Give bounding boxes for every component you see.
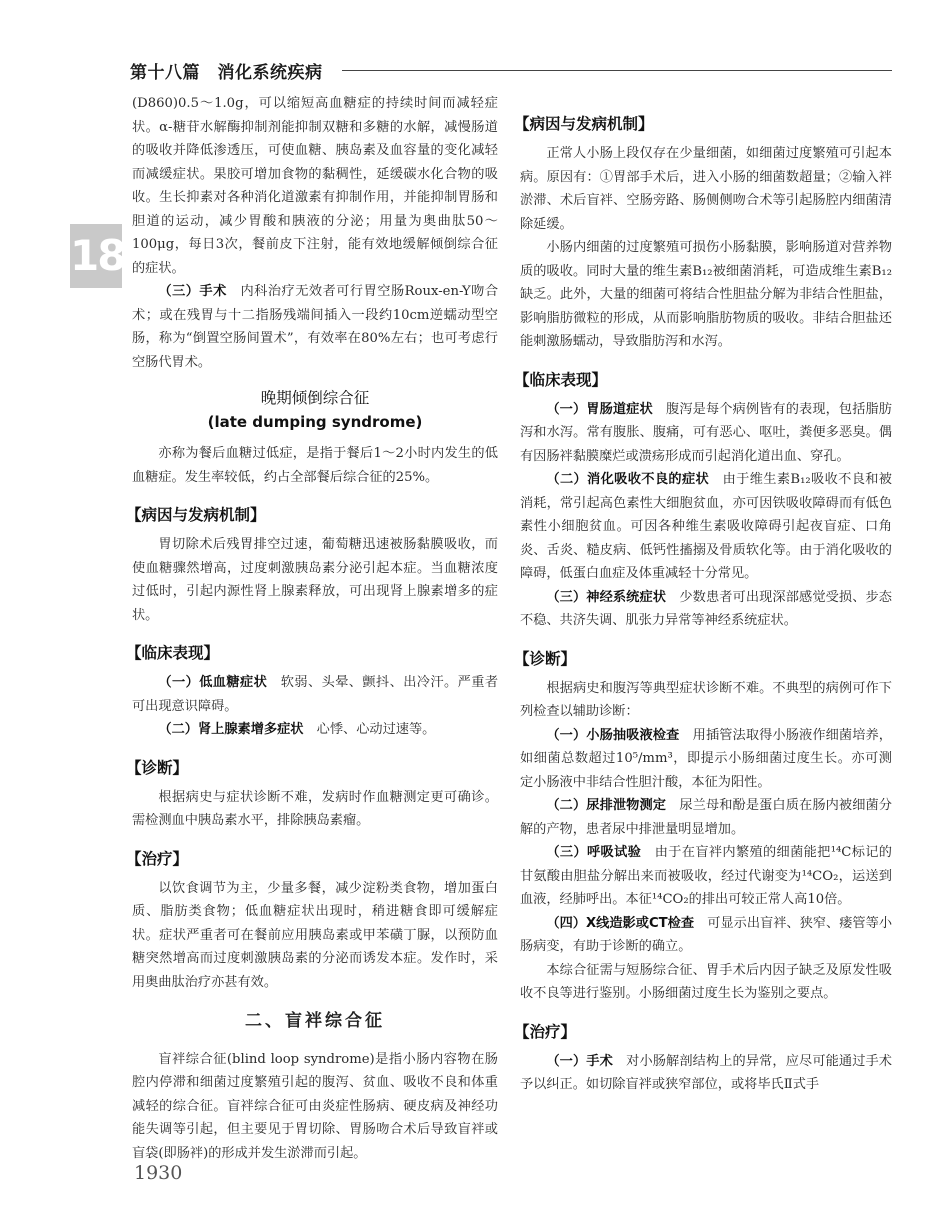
paragraph: 本综合征需与短肠综合征、胃手术后内因子缺乏及原发性吸收不良等进行鉴别。小肠细菌过度生长为鉴别之要点。 [520, 962, 892, 1001]
paragraph-text: 尿兰母和酚是蛋白质在肠内被细菌分解的产物，患者尿中排泄量明显增加。 [520, 798, 892, 837]
subheading: （二）消化吸收不良的症状 [546, 472, 710, 487]
paragraph [132, 718, 498, 742]
subheading: （三）手术 [158, 284, 227, 299]
section-heading: 【诊断】 [126, 758, 189, 777]
paragraph: 以饮食调节为主，少量多餐，减少淀粉类食物，增加蛋白质、脂肪类食物；低血糖症状出现时，稍进糖食即可缓解症状。症状严重者可在餐前应用胰岛素或甲苯磺丁脲，以预防血糖突然增高而过度刺激胰岛素的分泌而诱发本症。发作时，采用奥曲肽治疗亦甚有效。 [132, 880, 498, 990]
section-heading: 【诊断】 [514, 649, 577, 668]
paragraph [520, 586, 892, 633]
right-column [514, 92, 893, 1097]
paragraph: 亦称为餐后血糖过低症，是指于餐后1～2小时内发生的低血糖症。发生率较低，约占全部餐后综合征的25%。 [132, 446, 498, 485]
running-header-title: 第十八篇 消化系统疾病 [130, 63, 323, 83]
paragraph-text: 心悸、心动过速等。 [303, 722, 436, 737]
section-title: 晚期倾倒综合征 [260, 389, 370, 407]
paragraph [520, 468, 892, 586]
paragraph: 根据病史与症状诊断不难，发病时作血糖测定更可确诊。需检测血中胰岛素水平，排除胰岛素瘤。 [132, 789, 498, 828]
paragraph-text: 内科治疗无效者可行胃空肠Roux-en-Y吻合术；或在残胃与十二指肠残端间插入一段约10cm逆蠕动型空肠，称为“倒置空肠间置术”，有效率在80%左右；也可考虑行空肠代胃术。 [132, 284, 499, 370]
chapter-tab: 18 [70, 224, 122, 288]
paragraph-text: 腹泻是每个病例皆有的表现，包括脂肪泻和水泻。常有腹胀、腹痛，可有恶心、呕吐，粪便多恶臭。偶有因肠袢黏膜糜烂或溃疡形成而引起消化道出血、穿孔。 [520, 401, 892, 464]
subheading: （三）神经系统症状 [546, 589, 667, 605]
left-column [126, 92, 499, 1165]
subheading: （二）肾上腺素增多症状 [158, 722, 304, 737]
paragraph-text: 由于维生素B₁₂吸收不良和被消耗，常引起高色素性大细胞贫血，亦可因铁吸收障碍而有低色素性小细胞贫血。可因各种维生素吸收障碍引起夜盲症、口角炎、舌炎、糙皮病、低钙性搐搦及骨质软化等。由于消化吸收的障碍，低蛋白血症及体重减轻十分常见。 [520, 472, 892, 581]
subheading: （一）小肠抽吸液检查 [546, 727, 680, 743]
subheading: （一）手术 [546, 1053, 613, 1069]
paragraph [520, 912, 892, 959]
section-heading: 【临床表现】 [126, 644, 220, 662]
header-rule [342, 70, 892, 71]
paragraph: (D860)0.5～1.0g，可以缩短高血糖症的持续时间而减轻症状。α-糖苷水解酶抑制剂能抑制双糖和多糖的水解，减慢肠道的吸收并降低渗透压，可使血糖、胰岛素及血容量的变化减轻而减缓症状。果胶可增加食物的黏稠性，延缓碳水化合物的吸收。生长抑素对各种消化道激素有抑制作用，并能抑制胃肠和胆道的运动，减少胃酸和胰液的分泌；用量为奥曲肽50～100μg，每日3次，餐前皮下注射，能有效地缓解倾倒综合征的症状。 [132, 96, 498, 276]
paragraph-text: 用插管法取得小肠液作细菌培养，如细菌总数超过10⁵/mm³，即提示小肠细菌过度生长。亦可测定小肠液中非结合性胆汁酸，本征为阳性。 [520, 727, 892, 790]
paragraph [520, 841, 892, 912]
paragraph [132, 671, 498, 718]
paragraph-text: 由于在盲袢内繁殖的细菌能把¹⁴C标记的甘氨酸由胆盐分解出来而被吸收，经过代谢变为¹⁴CO₂，运送到血液，经肺呼出。本征¹⁴CO₂的排出可较正常人高10倍。 [520, 845, 892, 907]
section-title-en: (late dumping syndrome) [207, 413, 423, 431]
paragraph [520, 1050, 892, 1097]
paragraph: 盲袢综合征(blind loop syndrome)是指小肠内容物在肠腔内停滞和细菌过度繁殖引起的腹泻、贫血、吸收不良和体重减轻的综合征。盲袢综合征可由炎症性肠病、硬皮病及神经功能失调等引起，但主要见于胃切除、胃肠吻合术后导致盲袢或盲袋(即肠袢)的形成并发生淤滞而引起。 [132, 1051, 498, 1161]
paragraph-text: 对小肠解剖结构上的异常，应尽可能通过手术予以纠正。如切除盲袢或狭窄部位，或将毕氏Ⅱ式手 [520, 1053, 892, 1092]
section-heading: 【临床表现】 [514, 370, 608, 389]
paragraph [520, 724, 892, 795]
subheading: （四）X线造影或CT检查 [546, 915, 695, 931]
paragraph-text: 可显示出盲袢、狭窄、瘘管等小肠病变，有助于诊断的确立。 [520, 915, 893, 954]
paragraph: 小肠内细菌的过度繁殖可损伤小肠黏膜，影响肠道对营养物质的吸收。同时大量的维生素B₁₂被细菌消耗，可造成维生素B₁₂缺乏。此外，大量的细菌可将结合性胆盐分解为非结合性胆盐，影响脂肪微粒的形成，从而影响脂肪物质的吸收。非结合胆盐还能刺激肠蠕动，导致脂肪泻和水泻。 [520, 240, 892, 349]
part-title: 二、盲袢综合征 [245, 1011, 385, 1031]
section-heading: 【病因与发病机制】 [514, 115, 654, 133]
subheading: （一）低血糖症状 [158, 675, 268, 690]
paragraph [132, 280, 498, 374]
page-number: 1930 [134, 1162, 183, 1184]
subheading: （三）呼吸试验 [546, 845, 642, 860]
paragraph: 胃切除术后残胃排空过速，葡萄糖迅速被肠黏膜吸收，而使血糖骤然增高，过度刺激胰岛素分泌引起本症。当血糖浓度过低时，引起内源性肾上腺素释放，可出现肾上腺素增多的症状。 [132, 537, 498, 623]
paragraph-text: 少数患者可出现深部感觉受损、步态不稳、共济失调、肌张力异常等神经系统症状。 [520, 589, 892, 628]
subheading: （二）尿排泄物测定 [546, 798, 667, 813]
paragraph [520, 794, 892, 841]
paragraph: 正常人小肠上段仅存在少量细菌，如细菌过度繁殖可引起本病。原因有：①胃部手术后，进入小肠的细菌数超量；②输入袢淤滞、术后盲袢、空肠旁路、肠侧侧吻合术等引起肠腔内细菌清除延缓。 [520, 146, 892, 232]
section-heading: 【治疗】 [126, 849, 189, 868]
subheading: （一）胃肠道症状 [546, 401, 653, 417]
paragraph: 根据病史和腹泻等典型症状诊断不难。不典型的病例可作下列检查以辅助诊断： [520, 680, 892, 719]
section-heading: 【治疗】 [514, 1022, 577, 1041]
paragraph [520, 398, 892, 469]
paragraph-text: 软弱、头晕、颤抖、出冷汗。严重者可出现意识障碍。 [132, 675, 499, 714]
section-heading: 【病因与发病机制】 [126, 506, 266, 524]
running-header [130, 58, 892, 88]
